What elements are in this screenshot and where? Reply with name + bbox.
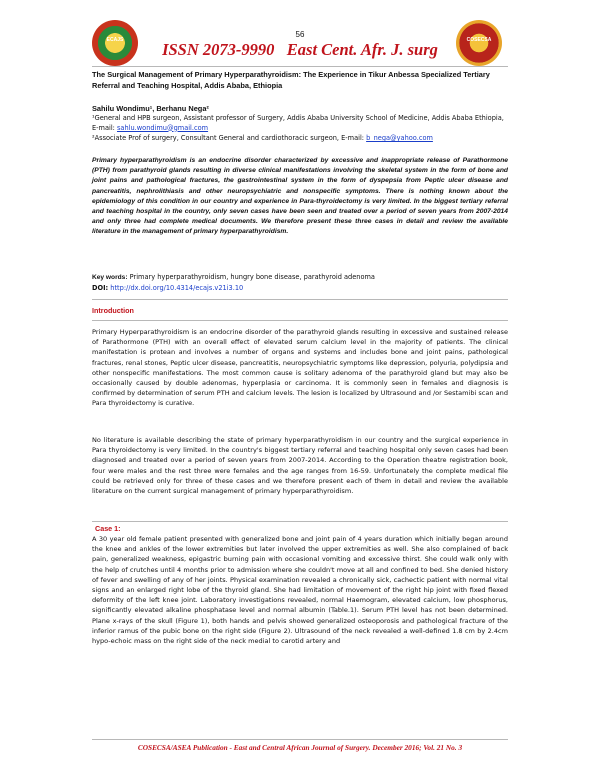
college-seal-label: COSECSA xyxy=(466,37,492,43)
affiliation-1-email-link[interactable]: sahlu.wondimu@gmail.com xyxy=(117,123,209,132)
section-divider xyxy=(92,299,508,300)
journal-header xyxy=(0,40,600,60)
introduction-heading: Introduction xyxy=(92,306,134,315)
journal-name: East Cent. Afr. J. surg xyxy=(286,40,438,59)
doi-link[interactable]: http://dx.doi.org/10.4314/ecajs.v21i3.10 xyxy=(110,284,244,292)
page-number: 56 xyxy=(295,30,305,39)
issn: ISSN 2073-9990 xyxy=(162,40,275,59)
keywords-value: Primary hyperparathyroidism, hungry bone disease, parathyroid adenoma xyxy=(129,273,375,281)
case-1-text: A 30 year old female patient presented with generalized bone and joint pain of 4 years duration which initially began around the knee and ankles of the lower extremities but later involved the upper extremities as well. She also complained of back pain, generalized weakness, epigastric burning pain with occasional vomiting and excessive thirst. She could walk only with the help of crutches until 4 months prior to admission where she couldn't move at all and confined to bed. She denied history of fever and swelling of any of her joints. Physical examination revealed a chronically sick, cachectic patient with normal vital signs and an enlarged right lobe of the thyroid gland. She had limitation of movement of the right hip joint with fixed flexed deformity of the left knee joint. Laboratory investigations revealed, normal Haemogram, elevated calcium, low phosphorus, significantly elevated alkaline phosphatase level and normal albumin (Table.1). Serum PTH level has not been determined. Plane x-rays of the skull (Figure 1), both hands and pelvis showed generalized osteoporosis and pathological fracture of the inferior ramus of the pubic bone on the right side (Figure 2). Ultrasound of the neck revealed a well-defined 1.8 cm by 2.4cm hypo-echoic mass on the right side of the neck medial to carotid artery and xyxy=(92,535,508,646)
affiliation-1 xyxy=(92,114,508,133)
footer-divider xyxy=(92,739,508,740)
affiliation-2-text: ²Associate Prof of surgery, Consultant General and cardiothoracic surgeon, E-mail: xyxy=(92,134,367,142)
case-1-heading: Case 1: xyxy=(95,524,121,533)
authors: Sahilu Wondimu¹, Berhanu Nega² xyxy=(92,104,209,113)
abstract: Primary hyperparathyroidism is an endocrine disorder characterized by excessive and inappropriate release of Parathormone (PTH) from parathyroid glands resulting in diverse clinical manifestations involving the skeletal system in the form of bone and joint pains and pathological fractures, the gastrointestinal system in the form of dyspepsia from Peptic ulcer disease and pancreatitis, nephrolithiasis and other neuropsychiatric and nonspecific symptoms. There is nothing known about the epidemiology of this condition in our country and experience in Para-thyroidectomy is very limited. In the biggest tertiary referral and teaching hospital in the country, only seven cases have been seen and treated over a period of seven years from 2007-2014 and only three had complete medical documents. We therefore present these three cases in detail and review the available literature in the management of primary hyperparathyroidism. xyxy=(92,157,508,236)
affiliation-2-email-link[interactable]: b_nega@yahoo.com xyxy=(366,134,433,142)
section-divider xyxy=(92,320,508,321)
doi xyxy=(92,284,243,292)
article-title: The Surgical Management of Primary Hyperparathyroidism: The Experience in Tikur Anbessa Specialized Tertiary Referral and Teaching Hospital, Addis Ababa, Ethiopia xyxy=(92,70,490,90)
doi-label: DOI: xyxy=(92,284,109,292)
keywords xyxy=(92,273,375,281)
keywords-label: Key words: xyxy=(92,274,128,281)
affiliation-1-text: ¹General and HPB surgeon, Assistant professor of Surgery, Addis Ababa University School of Medicine, Addis Ababa Ethiopia, E-mail: xyxy=(92,114,504,132)
introduction-paragraph-2: No literature is available describing the state of primary hyperparathyroidism in our country and the surgical experience in Para thyroidectomy is very limited. In the country's biggest tertiary referral and teaching hospital only seven cases had been diagnosed and treated over a period of seven years from 2007-2014. According to the Operation theatre registration book, four were males and the rest three were females and the age ranges from 16-59. Unfortunately the complete medical file could be retrieved only for three of these cases and we therefore present each of them in detail and review the available literature on the current surgical management of primary hyperparathyroidism. xyxy=(92,436,508,496)
section-divider xyxy=(92,521,508,522)
affiliation-2 xyxy=(92,134,508,144)
journal-footer: COSECSA/ASEA Publication - East and Central African Journal of Surgery. December 2016; Vol. 21 No. 3 xyxy=(137,743,463,752)
introduction-paragraph-1: Primary Hyperparathyroidism is an endocrine disorder of the parathyroid glands resulting in excessive and sustained release of Parathormone (PTH) with an overall effect of elevated serum calcium level in the majority of patients. The clinical manifestation is protean and involves a number of organs and systems and includes bone and joint pains, pathological fractures, renal stones, Peptic ulcer disease, pancreatitis, neuropsychiatric symptoms like depression, polyuria, polydipsia and other nonspecific manifestations. The most common cause is solitary adenoma of the parathyroid gland but may also be occasionally caused by double adenomas, hyperplasia or carcinoma. It is commonly seen in females and diagnosis is confirmed by determination of serum PTH and calcium levels. The lesion is localized by Ultrasound and /or Sestamibi scan and Para thyroidectomy is curative. xyxy=(92,328,508,408)
journal-logo-label: ECAJS xyxy=(106,37,124,43)
header-divider xyxy=(92,66,508,67)
